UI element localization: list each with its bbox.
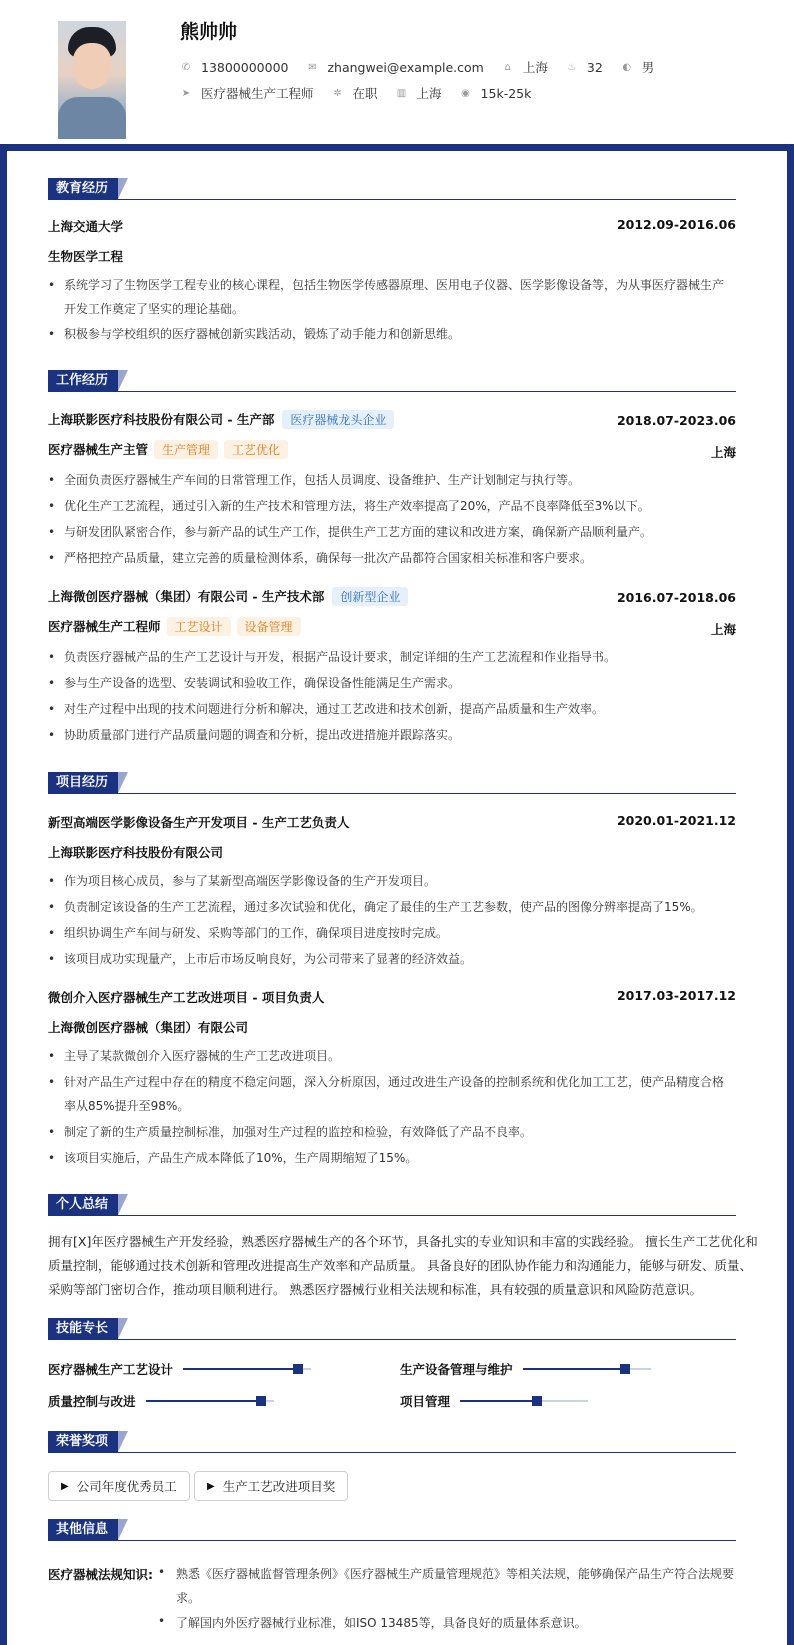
projects-section-header bbox=[48, 772, 736, 794]
age-text: 32 bbox=[586, 59, 603, 75]
list-item: • 优化生产工艺流程，通过引入新的生产技术和管理方法，将生产效率提高了20%，产品不良率降低至3%以下。 bbox=[48, 497, 728, 515]
job-location: 上海 bbox=[710, 622, 736, 637]
education-period: 2012.09-2016.06 bbox=[616, 217, 736, 232]
work-section-header bbox=[48, 370, 736, 392]
skill-item bbox=[400, 1360, 651, 1378]
skill-tag: 工艺优化 bbox=[224, 440, 288, 459]
skill-knob bbox=[532, 1396, 542, 1406]
list-item: 熟悉《医疗器械监督管理条例》《医疗器械生产质量管理规范》等相关法规，能够确保产品生产符合法规要 bbox=[176, 1567, 735, 1581]
skill-item bbox=[48, 1392, 274, 1410]
awards-section-header bbox=[48, 1431, 736, 1453]
skill-name: 医疗器械生产工艺设计 bbox=[48, 1362, 174, 1377]
section-title: 其他信息 bbox=[48, 1519, 118, 1540]
project-period: 2017.03-2017.12 bbox=[616, 988, 736, 1003]
skill-name: 质量控制与改进 bbox=[48, 1394, 136, 1409]
home-icon: ⌂ bbox=[504, 61, 512, 73]
skills-section-header bbox=[48, 1318, 736, 1340]
job-period: 2018.07-2023.06 bbox=[616, 413, 736, 428]
list-item: • 严格把控产品质量，建立完善的质量检测体系，确保每一批次产品都符合国家相关标准和客户要求。 bbox=[48, 549, 728, 567]
skill-bar bbox=[460, 1400, 588, 1402]
list-item-cont: 率从85%提升至98%。 bbox=[64, 1099, 190, 1113]
list-item: • 负责医疗器械产品的生产工艺设计与开发，根据产品设计要求，制定详细的生产工艺流程和作业指导书。 bbox=[48, 648, 728, 666]
list-item: • 主导了某款微创介入医疗器械的生产工艺改进项目。 bbox=[48, 1047, 728, 1065]
award-chip bbox=[194, 1471, 348, 1501]
building-icon: ▥ bbox=[396, 87, 407, 99]
project-period: 2020.01-2021.12 bbox=[616, 813, 736, 828]
play-icon: ▶ bbox=[207, 1480, 215, 1492]
skill-bar bbox=[183, 1368, 311, 1370]
summary-line: 质量控制，能够通过技术创新和管理改进提高生产效率和产品质量。 具备良好的团队协作能力和沟通能力，能够与研发、质量、 bbox=[48, 1258, 752, 1273]
company-name: 上海微创医疗器械（集团）有限公司 - 生产技术部 创新型企业 bbox=[48, 587, 408, 606]
phone-icon: ✆ bbox=[181, 61, 191, 73]
list-item: • 全面负责医疗器械生产车间的日常管理工作，包括人员调度、设备维护、生产计划制定与执行等。 bbox=[48, 471, 728, 489]
school-name: 上海交通大学 bbox=[48, 219, 124, 234]
list-item-cont: 求。 bbox=[176, 1591, 201, 1605]
skill-tag: 设备管理 bbox=[237, 617, 301, 636]
summary-section-header bbox=[48, 1194, 736, 1216]
award-chip bbox=[48, 1471, 190, 1501]
list-item: • 与研发团队紧密合作，参与新产品的试生产工作，提供生产工艺方面的建议和改进方案，确保新产品顺利量产。 bbox=[48, 523, 728, 541]
list-item-cont: 开发工作奠定了坚实的理论基础。 bbox=[64, 302, 245, 316]
job-period: 2016.07-2018.06 bbox=[616, 590, 736, 605]
education-section-header bbox=[48, 178, 736, 200]
play-icon: ▶ bbox=[61, 1480, 69, 1492]
city-text: 上海 bbox=[522, 60, 548, 75]
candidate-name: 熊帅帅 bbox=[180, 21, 238, 43]
skill-knob bbox=[256, 1396, 266, 1406]
mail-icon: ✉ bbox=[308, 61, 317, 73]
list-item: • 该项目成功实现量产，上市后市场反响良好，为公司带来了显著的经济效益。 bbox=[48, 950, 728, 968]
left-border bbox=[0, 0, 7, 1645]
job-location: 上海 bbox=[710, 445, 736, 460]
job-row bbox=[180, 84, 549, 102]
money-icon: ◉ bbox=[461, 87, 470, 99]
skill-tag: 工艺设计 bbox=[167, 617, 231, 636]
section-title: 教育经历 bbox=[48, 178, 118, 199]
company-name: 上海联影医疗科技股份有限公司 - 生产部 医疗器械龙头企业 bbox=[48, 410, 394, 429]
send-icon: ➤ bbox=[181, 87, 191, 99]
list-item: • 对生产过程中出现的技术问题进行分析和解决，通过工艺改进和技术创新，提高产品质量和生产效率。 bbox=[48, 700, 728, 718]
list-item: • 积极参与学校组织的医疗器械创新实践活动，锻炼了动手能力和创新思维。 bbox=[48, 325, 728, 343]
award-label: 生产工艺改进项目奖 bbox=[222, 1479, 336, 1494]
award-label: 公司年度优秀员工 bbox=[76, 1479, 177, 1494]
skill-item bbox=[48, 1360, 311, 1378]
list-item: • 制定了新的生产质量控制标准，加强对生产过程的监控和检验，有效降低了产品不良率。 bbox=[48, 1123, 728, 1141]
status-text: 在职 bbox=[352, 86, 378, 101]
list-item: • 组织协调生产车间与研发、采购等部门的工作，确保项目进度按时完成。 bbox=[48, 924, 728, 942]
company-tag: 创新型企业 bbox=[332, 587, 408, 606]
bullet-dot: • bbox=[158, 1614, 166, 1628]
email-text: zhangwei@example.com bbox=[327, 59, 484, 75]
list-item: • 系统学习了生物医学工程专业的核心课程，包括生物医学传感器原理、医用电子仪器、医学影像设备等，为从事医疗器械生产 bbox=[48, 276, 728, 294]
project-org: 上海联影医疗科技股份有限公司 bbox=[48, 845, 224, 860]
contact-row bbox=[180, 58, 672, 76]
summary-line: 拥有[X]年医疗器械生产开发经验，熟悉医疗器械生产的各个环节，具备扎实的专业知识和丰富的实践经验。 擅长生产工艺优化和 bbox=[48, 1234, 758, 1249]
skill-knob bbox=[620, 1364, 630, 1374]
project-name: 微创介入医疗器械生产工艺改进项目 - 项目负责人 bbox=[48, 990, 325, 1005]
other-section-header bbox=[48, 1519, 736, 1541]
gender-text: 男 bbox=[641, 60, 655, 75]
gear-icon: ✲ bbox=[333, 87, 342, 99]
section-title: 技能专长 bbox=[48, 1318, 118, 1339]
list-item: • 作为项目核心成员，参与了某新型高端医学影像设备的生产开发项目。 bbox=[48, 872, 728, 890]
cake-icon: ♨ bbox=[567, 61, 577, 73]
bullet-dot: • bbox=[158, 1565, 166, 1579]
job-title-text: 医疗器械生产工程师 bbox=[201, 86, 314, 101]
profile-header bbox=[0, 0, 794, 151]
section-title: 项目经历 bbox=[48, 772, 118, 793]
position-name: 医疗器械生产主管 生产管理 工艺优化 bbox=[48, 440, 288, 459]
company-tag: 医疗器械龙头企业 bbox=[282, 410, 394, 429]
list-item: • 针对产品生产过程中存在的精度不稳定问题，深入分析原因，通过改进生产设备的控制系统和优化加工工艺，使产品精度合格 bbox=[48, 1073, 728, 1091]
project-org: 上海微创医疗器械（集团）有限公司 bbox=[48, 1020, 249, 1035]
gender-icon: ◐ bbox=[622, 61, 632, 73]
list-item: • 协助质量部门进行产品质量问题的调查和分析，提出改进措施并跟踪落实。 bbox=[48, 726, 728, 744]
section-title: 工作经历 bbox=[48, 370, 118, 391]
summary-line: 采购等部门密切合作，推动项目顺利进行。 熟悉医疗器械行业相关法规和标准，具有较强的质量意识和风险防范意识。 bbox=[48, 1282, 702, 1297]
position-name: 医疗器械生产工程师 工艺设计 设备管理 bbox=[48, 617, 301, 636]
section-title: 个人总结 bbox=[48, 1194, 118, 1215]
skill-bar bbox=[146, 1400, 274, 1402]
skill-item bbox=[400, 1392, 588, 1410]
list-item: 了解国内外医疗器械行业标准，如ISO 13485等，具备良好的质量体系意识。 bbox=[176, 1616, 587, 1630]
list-item: • 负责制定该设备的生产工艺流程，通过多次试验和优化，确定了最佳的生产工艺参数，使产品的图像分辨率提高了15%。 bbox=[48, 898, 728, 916]
skill-name: 生产设备管理与维护 bbox=[400, 1362, 513, 1377]
salary-text: 15k-25k bbox=[480, 85, 532, 101]
skill-knob bbox=[293, 1364, 303, 1374]
phone-text: 13800000000 bbox=[201, 59, 289, 75]
avatar bbox=[58, 21, 126, 139]
skill-name: 项目管理 bbox=[400, 1394, 451, 1409]
list-item: • 参与生产设备的选型、安装调试和验收工作，确保设备性能满足生产需求。 bbox=[48, 674, 728, 692]
list-item: • 该项目实施后，产品生产成本降低了10%，生产周期缩短了15%。 bbox=[48, 1149, 728, 1167]
skill-tag: 生产管理 bbox=[154, 440, 218, 459]
work-city-text: 上海 bbox=[416, 86, 442, 101]
major-name: 生物医学工程 bbox=[48, 249, 124, 264]
right-border bbox=[787, 0, 794, 1645]
project-name: 新型高端医学影像设备生产开发项目 - 生产工艺负责人 bbox=[48, 815, 350, 830]
other-label: 医疗器械法规知识: bbox=[48, 1567, 153, 1582]
skill-bar bbox=[523, 1368, 651, 1370]
section-title: 荣誉奖项 bbox=[48, 1431, 118, 1452]
